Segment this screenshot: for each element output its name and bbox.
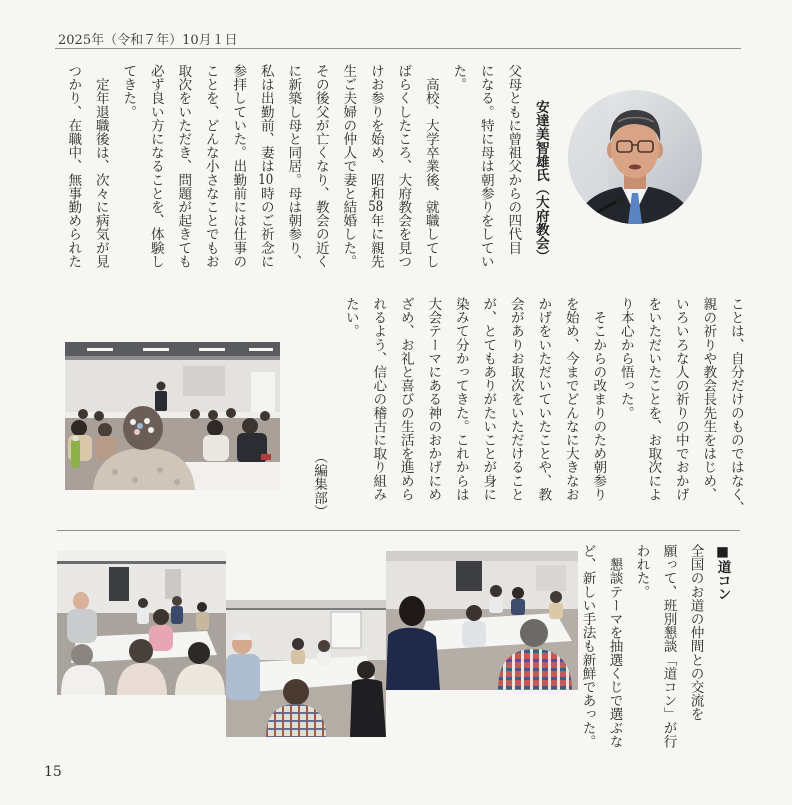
article-line: 懇談テーマを抽選くじで選ぶな [606, 544, 623, 748]
bottle [71, 436, 80, 468]
person [291, 638, 305, 664]
discussion-image-left [57, 551, 226, 695]
portrait-image [568, 90, 702, 224]
discussion-photo-right [386, 551, 578, 690]
article-line: 必ず良い方になることを、体験し [147, 64, 164, 268]
person [549, 591, 563, 619]
page-number: 15 [44, 764, 62, 780]
article-line: が、とてもありがたいことが身に [480, 297, 497, 501]
article-line: その後父が亡くなり、教会の近く [312, 64, 329, 268]
section-divider [57, 530, 740, 531]
profile-article [59, 64, 554, 276]
article-line: ことを、どんな小さなことでもお [202, 64, 219, 268]
article-line: になる。特に母は朝参りをしてい [477, 64, 494, 268]
article-line: 取次をいただき、問題が起きても [175, 64, 192, 268]
header-rule [55, 48, 741, 49]
article-line: けお参りを始め、昭和58年に親先 [367, 64, 384, 268]
article-line: ど、新しい手法も新鮮であった。 [579, 544, 596, 748]
person [511, 587, 525, 615]
meeting-hall-image [65, 342, 280, 490]
article-line: かげをいただいていたことや、教 [535, 297, 552, 501]
article-line: を始め、今までどんなに大きなお [562, 297, 579, 501]
michikon-article [574, 544, 736, 756]
article-line: われた。 [633, 544, 650, 599]
presenter [155, 382, 167, 412]
article-line: 父母ともに曾祖父からの四代目 [505, 64, 522, 255]
discussion-photo-left [57, 551, 226, 695]
article-line: ことは、自分だけのものではなく、 [727, 297, 744, 515]
person [171, 596, 183, 624]
discussion-photo-center [226, 600, 386, 737]
article-line: 染みて分かってきた。これからは [452, 297, 469, 501]
article-line: 生ご夫婦の仲人で妻と結婚した。 [340, 64, 357, 268]
issue-date: 2025年（令和７年）10月１日 [58, 33, 238, 48]
article-line: ざめ、お礼と喜びの生活を進めら [397, 297, 414, 501]
article-line: 全国のお道の仲間との交流を [687, 544, 704, 721]
article-line: 会がありお取次をいただけること [507, 297, 524, 501]
tate-chu-yoko-number: 10 [258, 172, 274, 187]
article-line: ばらくしたころ、大府教会を見つ [395, 64, 412, 268]
article-line: 定年退職後は、次々に病気が見 [92, 64, 109, 268]
person [137, 598, 149, 624]
article-line: たい。 [342, 297, 359, 338]
article-line: れるよう、信心の稽古に取り組み [370, 297, 387, 501]
article-line: 大会テーマにある神のおかげにめ [425, 297, 442, 501]
michikon-heading: ■道コン [714, 544, 731, 601]
discussion-image-right [386, 551, 578, 690]
article-line: 高校、大学卒業後、就職してし [422, 64, 439, 268]
article-line: り本心から悟った。 [617, 297, 634, 420]
article-line: そこからの改まりのため朝参り [590, 297, 607, 501]
meeting-hall-photo [65, 342, 280, 490]
editor-credit-column [305, 450, 333, 522]
article-line: 親の祈りや教会長先生をはじめ、 [700, 297, 717, 501]
article-line: てきた。 [120, 64, 137, 119]
person [489, 585, 503, 613]
article-line: 私は出勤前、妻は10時のご祈念に [257, 64, 274, 269]
article-line: をいただいたことを、お取次によ [645, 297, 662, 501]
profile-article-continued [336, 297, 749, 519]
editor-credit: （編集部） [311, 450, 327, 518]
article-line: つかり、在職中、無事勤められた [65, 64, 82, 268]
article-line: に新築し母と同居。母は朝参り、 [285, 64, 302, 268]
article-line: 願って、班別懇談「道コン」が行 [660, 544, 677, 748]
profile-heading: 安達美智雄氏（大府教会） [532, 100, 549, 264]
discussion-image-center [226, 600, 386, 737]
tate-chu-yoko-number: 58 [368, 200, 384, 214]
article-line: た。 [450, 64, 467, 92]
article-line: 参拝していた。出勤前には仕事の [230, 64, 247, 268]
person [317, 640, 331, 666]
article-line: いろいろな人の祈りの中でおかげ [672, 297, 689, 501]
portrait-photo [568, 90, 702, 224]
